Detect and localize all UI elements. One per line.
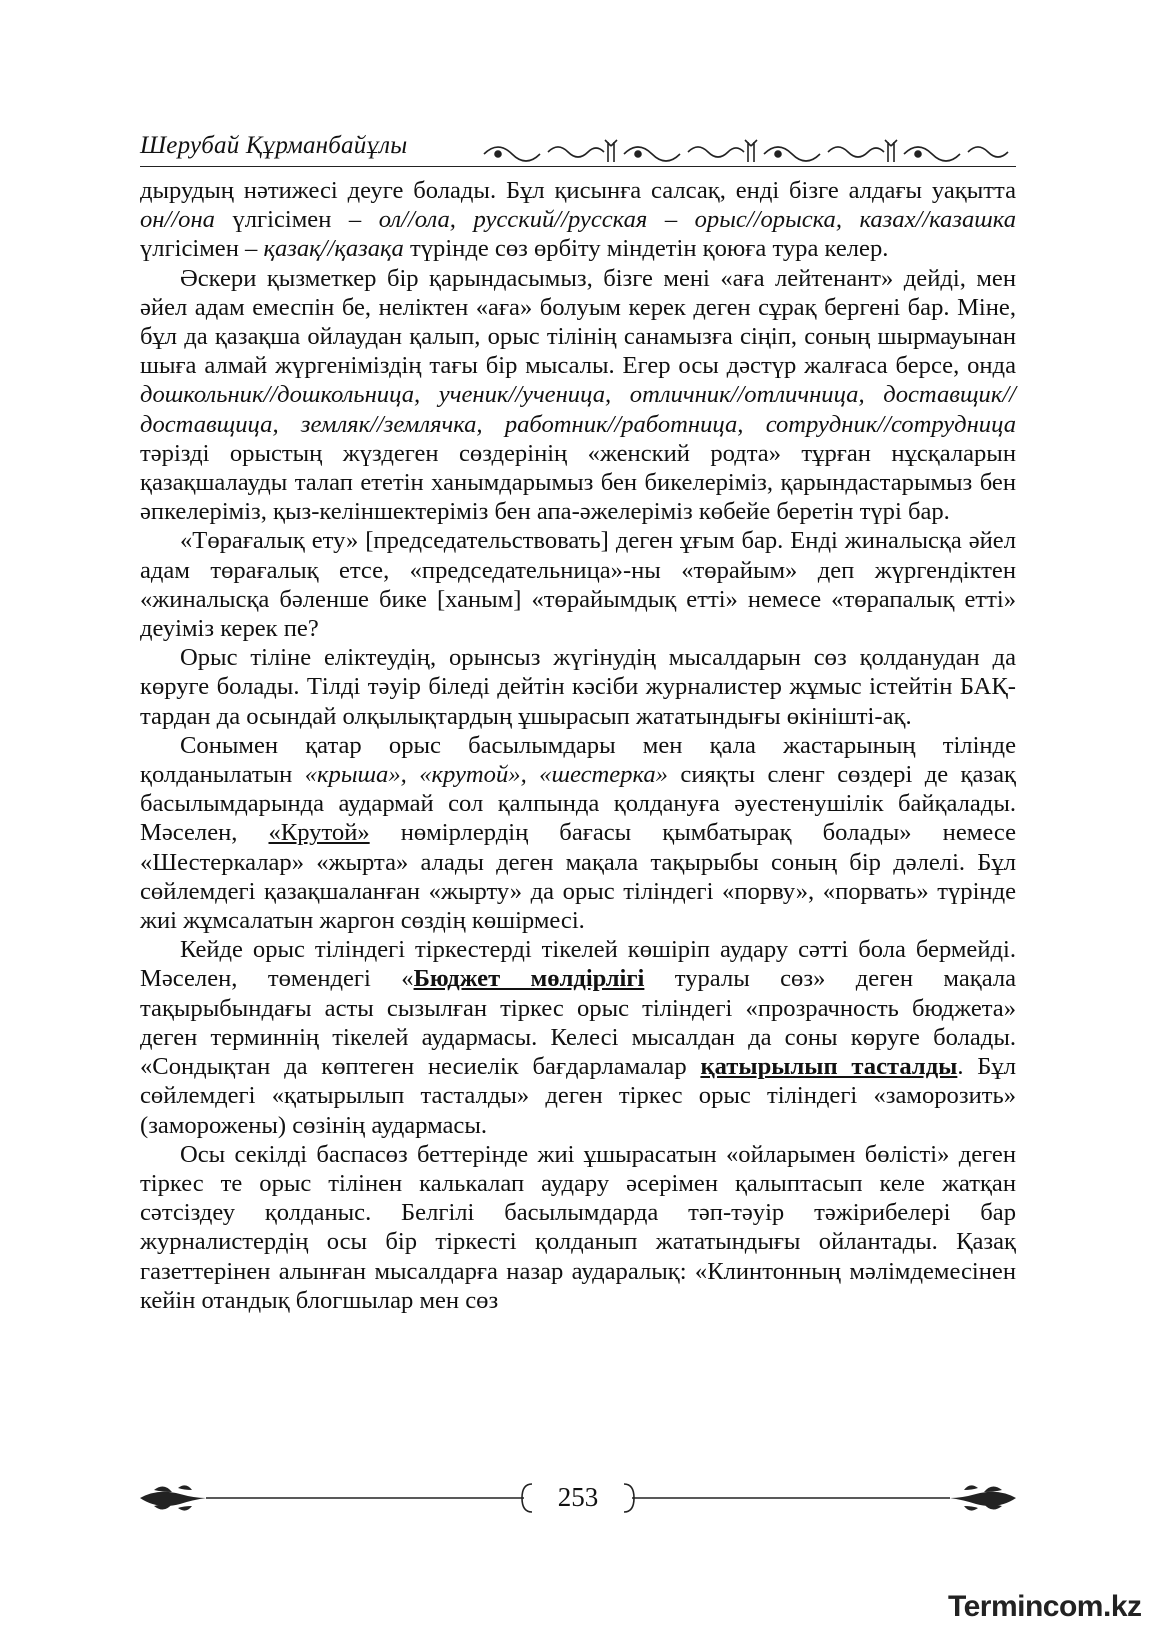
bold-underlined-run: қатырылып тасталды: [700, 1053, 958, 1081]
watermark-text: Termincom.kz: [948, 1590, 1142, 1623]
paragraph: [140, 731, 1016, 935]
italic-run: ол//ола, русский//русская – орыс//орыска, казах//казашка: [378, 206, 1016, 234]
italic-run: қазақ//қазақа: [263, 235, 404, 263]
page-footer: [140, 1478, 1016, 1522]
paragraph: [140, 526, 1016, 643]
running-head-author: Шерубай Құрманбайұлы: [140, 132, 408, 159]
text-run: . Бұл сөйлемдегі «қатырылып тасталды» деген тіркес орыс тіліндегі «заморозить» (заморожены) сөзінің аудармасы.: [140, 1053, 1016, 1139]
body-text: [140, 176, 1016, 1315]
italic-run: он//она: [140, 206, 215, 234]
paragraph: [140, 1140, 1016, 1315]
italic-run: дошкольник//дошкольница, ученик//ученица, отличник//отличница, доставщик//доставщица, земляк//землячка, работник//работница, сотрудник//сотрудница: [140, 381, 1016, 438]
italic-run: «крыша», «крутой», «шестерка»: [304, 761, 668, 789]
text-run: Кейде орыс тіліндегі тіркестерді тікелей көшіріп аудару сәтті бола бермейді. Мәселен, төмендегі «: [140, 936, 1016, 993]
page-number: 253: [557, 1482, 599, 1512]
text-run: тәрізді орыстың жүздеген сөздерінің «женский родта» тұрған нұсқаларын қазақшалауды талап ететін ханымдарымыз бен бикелеріміз, қарындастарымыз бен әпкелеріміз, қыз-келіншектеріміз бен апа-әжелеріміз көбейе беретін түрі бар.: [140, 439, 1016, 526]
page-header: [140, 128, 1016, 172]
site-watermark: [948, 1590, 1144, 1630]
header-divider: [140, 166, 1016, 167]
paragraph: [140, 935, 1016, 1139]
text-run: Осы секілді баспасөз беттерінде жиі ұшырасатын «ойларымен бөлісті» деген тіркес те орыс тілінен калькалап аудару әсерімен қалыптасып келе жатқан сәтсіздеу қолданыс. Белгілі басылымдарда тәп-тәуір тәжірибелері бар журналистердің осы бір тіркесті қолданып жататындығы ойлантады. Қазақ газеттерінен алынған мысалдарға назар аударалық: «Клинтонның мәлімдемесінен кейін отандық блогшылар мен сөз: [140, 1140, 1016, 1314]
text-run: туралы сөз» деген мақала тақырыбындағы асты сызылған тіркес орыс тіліндегі «прозрачность бюджета» деген терминнің тікелей аудармасы. Келесі мысалдан да соны көруге болады. «Сондықтан да көптеген несиелік бағдарламалар: [140, 965, 1017, 1081]
text-run: түрінде сөз өрбіту міндетін қоюға тура келер.: [403, 235, 889, 263]
bold-underlined-run: Бюджет мөлдірлігі: [413, 965, 645, 993]
underlined-run: «Крутой»: [268, 819, 370, 847]
paragraph: [140, 643, 1016, 731]
text-run: Сонымен қатар орыс басылымдары мен қала жастарының тілінде қолданылатын: [140, 731, 1016, 789]
text-run: нөмірлердің бағасы қымбатырақ болады» немесе «Шестеркалар» «жырта» алады деген мақала тақырыбы соның бір дәлелі. Бұл сөйлемдегі қазақшаланған «жырту» да орыс тіліндегі «порву», «порвать» түрінде жиі жұмсалатын жаргон сөздің көшірмесі.: [140, 819, 1016, 935]
paragraph: [140, 176, 1016, 264]
text-run: Орыс тіліне еліктеудің, орынсыз жүгінудің мысалдарын сөз қолданудан да көруге болады. Тілді тәуір біледі дейтін кәсіби журналистер жұмыс істейтін БАҚ-тардан да осындай олқылықтардың ұшырасып жататындығы өкінішті-ақ.: [140, 644, 1016, 730]
text-run: сияқты сленг сөздері де қазақ басылымдарында аудармай сол қалпында қолдануға әуестенушілік байқалады. Мәселен,: [140, 761, 1017, 847]
paragraph: [140, 264, 1016, 527]
text-run: үлгісімен –: [214, 206, 379, 234]
text-run: дырудың нәтижесі деуге болады. Бұл қисынға салсақ, енді бізге алдағы уақытта: [140, 177, 1016, 204]
text-run: үлгісімен –: [140, 235, 264, 263]
text-run: «Төрағалық ету» [председательствовать] деген ұғым бар. Енді жиналысқа әйел адам төрағалық етсе, «председательница»-ны «төрайым» деп жүргендіктен «жиналысқа бәленше бике [ханым] «төрайымдық етті» немесе «төрапалық етті» деуіміз керек пе?: [140, 527, 1016, 643]
text-run: Әскери қызметкер бір қарындасымыз, бізге мені «аға лейтенант» дейді, мен әйел адам емеспін бе, неліктен «аға» болуым керек деген сұрақ бергені бар. Міне, бұл да қазақша ойлаудан қалып, орыс тілінің санамызға сіңіп, соның шырмауынан шыға алмай жүргеніміздің тағы бір мысалы. Егер осы дәстүр жалғаса берсе, онда: [140, 264, 1016, 380]
header-ornament-icon: [480, 132, 1016, 166]
